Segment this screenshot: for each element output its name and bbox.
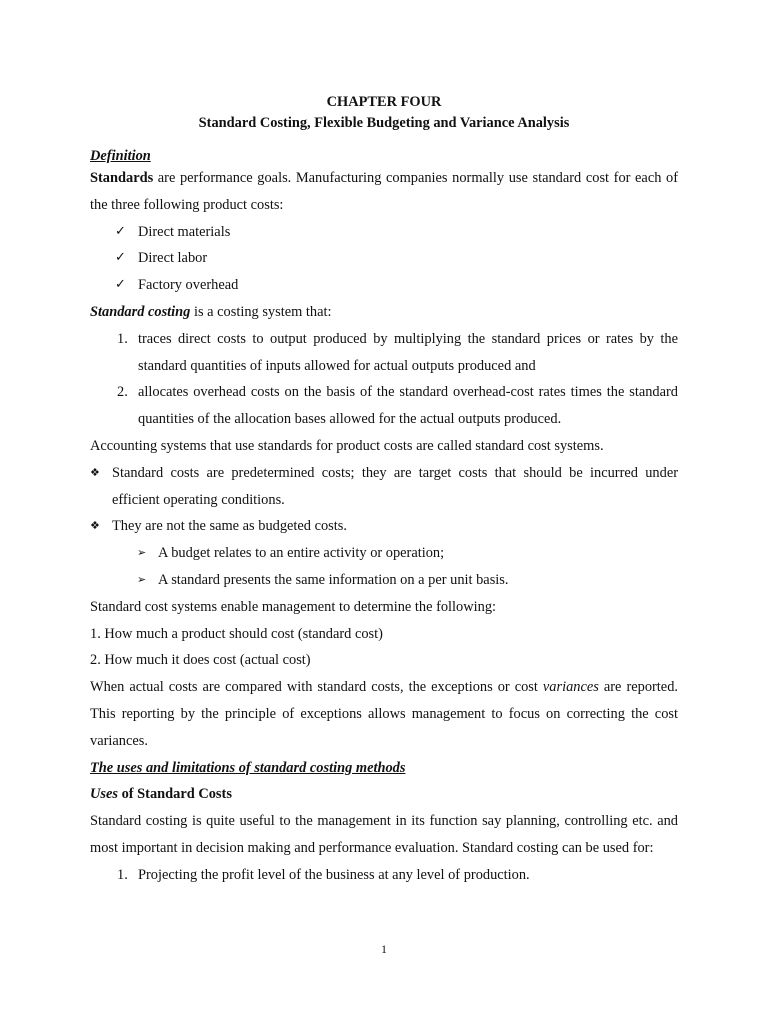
- numbered-item: [90, 862, 678, 889]
- uses-rest: of Standard Costs: [117, 786, 232, 803]
- enable-line-2: 2. How much it does cost (actual cost): [90, 652, 311, 669]
- checklist-label: Direct labor: [138, 250, 208, 267]
- check-icon: ✓: [115, 277, 126, 293]
- item-text: allocates overhead costs on the basis of the standard overhead-cost rates times the standard quantities of the allocation bases allowed for the actual outputs produced.: [138, 384, 678, 428]
- enable-line-1: 1. How much a product should cost (standard cost): [90, 625, 383, 642]
- definition-heading: Definition: [90, 148, 151, 164]
- standard-costing-term: Standard costing: [90, 303, 191, 320]
- variances-after: are reported. This reporting by the principle of exceptions allows management to focus on correcting the cost variances.: [90, 679, 678, 749]
- sub-bullet-item: [90, 567, 678, 594]
- checklist-item: [90, 245, 678, 272]
- diamond-bullet-icon: ❖: [90, 465, 100, 479]
- bullet-text: Standard costs are predetermined costs; they are target costs that should be incurred under efficient operating conditions.: [112, 464, 678, 508]
- checklist-label: Direct materials: [138, 223, 231, 240]
- chapter-subtitle: Standard Costing, Flexible Budgeting and Variance Analysis: [198, 115, 570, 131]
- diamond-bullet-icon: ❖: [90, 519, 100, 533]
- standards-term: Standards: [90, 170, 154, 186]
- page-content: [90, 92, 678, 889]
- bullet-text: They are not the same as budgeted costs.: [112, 518, 347, 535]
- check-icon: ✓: [115, 223, 126, 239]
- bullet-item: [90, 460, 678, 514]
- variances-term: variances: [542, 679, 599, 696]
- standard-costing-intro: [90, 299, 678, 326]
- uses-subheading: [90, 781, 678, 808]
- numbered-item: [90, 379, 678, 433]
- arrow-bullet-icon: ➢: [137, 546, 147, 560]
- standards-paragraph: [90, 165, 678, 219]
- numbered-item: [90, 326, 678, 380]
- sub-bullet-text: A budget relates to an entire activity or operation;: [158, 545, 445, 562]
- enable-intro: Standard cost systems enable management to determine the following:: [90, 598, 497, 615]
- check-icon: ✓: [115, 250, 126, 266]
- page-number: 1: [381, 942, 387, 956]
- standard-costing-text: is a costing system that:: [190, 303, 332, 320]
- chapter-title: CHAPTER FOUR: [326, 94, 442, 110]
- uses-paragraph: Standard costing is quite useful to the management in its function say planning, controlling etc. and most important in decision making and performance evaluation. Standard costing can be used for:: [90, 813, 678, 856]
- item-number: 1.: [117, 330, 128, 347]
- uses-limitations-heading: The uses and limitations of standard costing methods: [90, 759, 406, 776]
- item-number: 1.: [117, 866, 128, 883]
- item-number: 2.: [117, 384, 128, 401]
- item-text: Projecting the profit level of the business at any level of production.: [138, 866, 530, 883]
- variances-before: When actual costs are compared with standard costs, the exceptions or cost: [90, 679, 543, 696]
- checklist-label: Factory overhead: [138, 277, 239, 294]
- item-text: traces direct costs to output produced by multiplying the standard prices or rates by the standard quantities of inputs allowed for actual outputs produced and: [138, 330, 678, 374]
- sub-bullet-text: A standard presents the same information on a per unit basis.: [158, 571, 509, 588]
- accounting-systems-paragraph: Accounting systems that use standards for product costs are called standard cost systems.: [90, 437, 604, 454]
- variances-paragraph: [90, 674, 678, 754]
- standards-text: are performance goals. Manufacturing companies normally use standard cost for each of the three following product costs:: [90, 170, 678, 213]
- sub-bullet-item: [90, 540, 678, 567]
- arrow-bullet-icon: ➢: [137, 572, 147, 586]
- checklist-item: [90, 219, 678, 246]
- bullet-item: [90, 513, 678, 540]
- checklist-item: [90, 272, 678, 299]
- uses-italic: Uses: [90, 786, 118, 803]
